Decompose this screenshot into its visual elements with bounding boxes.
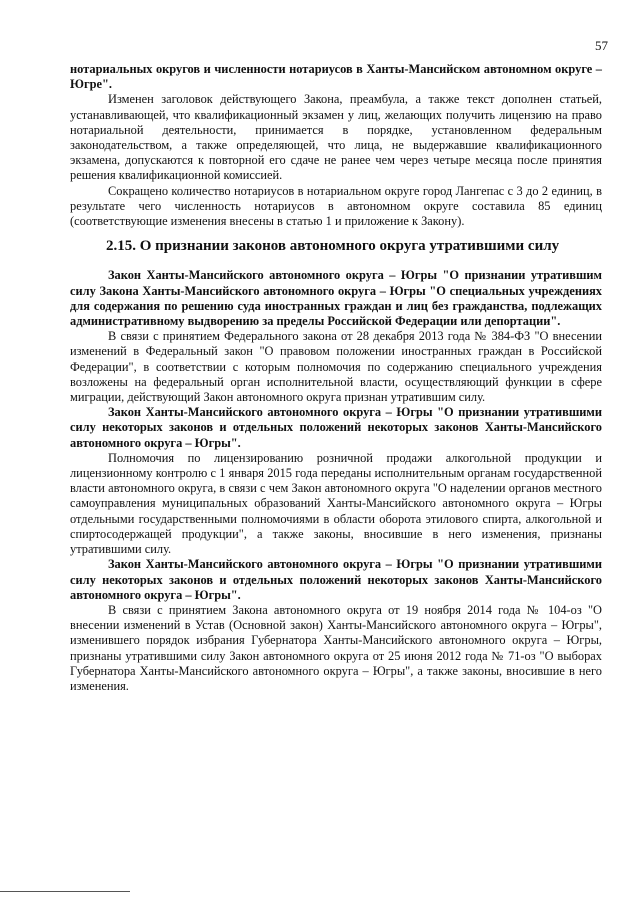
law-title-2: Закон Ханты-Мансийского автономного округа – Югры "О признании утратившими силу некоторых законов и отдельных положений некоторых законов Ханты-Мансийского автономного округа – Югры". bbox=[70, 405, 602, 450]
page-number: 57 bbox=[595, 38, 608, 53]
law-title-3: Закон Ханты-Мансийского автономного округа – Югры "О признании утратившими силу некоторых законов и отдельных положений некоторых законов Ханты-Мансийского автономного округа – Югры". bbox=[70, 557, 602, 602]
law-description-3: В связи с принятием Закона автономного округа от 19 ноября 2014 года № 104-оз "О внесении изменений в Устав (Основной закон) Ханты-Мансийского автономного округа – Югры", изменившего порядок избрания Губернатора Ханты-Мансийского автономного округа – Югры, признаны утратившими силу Закон автономного округа от 25 июня 2012 года № 71-оз "О выборах Губернатора Ханты-Мансийского автономного округа – Югры", а также законы, вносившие в него изменения. bbox=[70, 602, 602, 693]
footer-rule bbox=[0, 891, 130, 892]
paragraph-changes-description: Изменен заголовок действующего Закона, преамбула, а также текст дополнен статьей, устанавливающей, что квалификационный экзамен у лиц, желающих получить лицензию на право нотариальной деятельности, принимается в порядке, установленном федеральным законодательством, а также определяющей, что лица, не выдержавшие квалификационного экзамена, допускаются к повторной его сдаче не ранее чем через четыре месяца после принятия решения квалификационной комиссией. bbox=[70, 92, 602, 183]
law-title-1: Закон Ханты-Мансийского автономного округа – Югры "О признании утратившим силу Закона Ханты-Мансийского автономного округа – Югры "О специальных учреждениях для содержания по решению суда иностранных граждан и лиц без гражданства, подлежащих административному выдворению за пределы Российской Федерации или депортации". bbox=[70, 268, 602, 329]
law-description-1: В связи с принятием Федерального закона от 28 декабря 2013 года № 384-ФЗ "О внесении изменений в Федеральный закон "О правовом положении иностранных граждан в Российской Федерации", в соответствии с которым полномочия по содержанию специального учреждения возложены на федеральный орган исполнительной власти, осуществляющий функции в сфере миграции, действующий Закон автономного округа признан утратившим силу. bbox=[70, 329, 602, 405]
paragraph-continuation-title: нотариальных округов и численности нотариусов в Ханты-Мансийском автономном округе – Югре". bbox=[70, 62, 602, 92]
document-body bbox=[70, 62, 602, 694]
law-description-2: Полномочия по лицензированию розничной продажи алкогольной продукции и лицензионному контролю с 1 января 2015 года переданы исполнительным органам государственной власти автономного округа, в связи с чем Закон автономного округа "О наделении органов местного самоуправления муниципальных образований Ханты-Мансийского автономного округа – Югры отдельными государственными полномочиями в области оборота этилового спирта, алкогольной и спиртосодержащей продукции", а также законы, вносившие в него изменения, признаны утратившими силу. bbox=[70, 450, 602, 557]
section-heading: 2.15. О признании законов автономного округа утратившими силу bbox=[106, 238, 560, 255]
paragraph-notary-reduction: Сокращено количество нотариусов в нотариальном округе город Лангепас с 3 до 2 единиц, в результате чего численность нотариусов в автономном округе составила 85 единиц (соответствующие изменения внесены в статью 1 и приложение к Закону). bbox=[70, 183, 602, 229]
